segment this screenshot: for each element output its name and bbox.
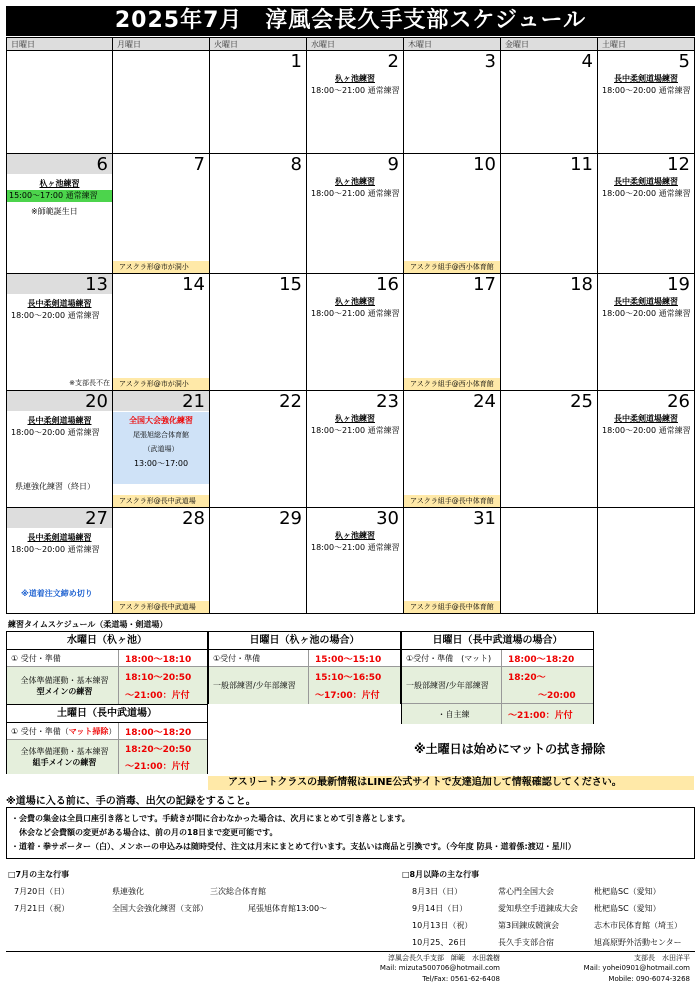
event-band: アスクラ組手@長中体育館 [404,495,500,507]
event-band: アスクラ組手@西小体育館 [404,261,500,273]
row-value: 18:00～18:20 [125,727,192,738]
event-title: 長中柔剣道場練習 [614,414,678,423]
sun-naga-schedule-table [401,631,594,724]
row-value: 15:00～15:10 [315,654,382,665]
day-cell[interactable] [210,51,307,154]
event-venue: 三次総合体育館 [210,887,266,896]
special-event-title: 全国大会強化練習 [129,416,193,425]
event-title: 杁ヶ池練習 [39,179,80,188]
weekday-tue: 火曜日 [210,38,307,51]
day-cell[interactable] [113,274,210,391]
row-value: 18:10～20:50 [125,672,192,683]
day-cell[interactable] [210,274,307,391]
day-cell[interactable] [307,154,404,274]
order-deadline-note: ※道着注文締め切り [21,589,93,598]
row-label: 一般部練習/少年部練習 [402,667,502,703]
event-time: 18:00～20:00 通常練習 [602,426,691,435]
event-time: 18:00～21:00 通常練習 [311,309,400,318]
row-label-line: 全体準備運動・基本練習 [20,747,109,756]
absent-note: ※支部長不在 [69,379,110,387]
row-label [7,667,119,704]
day-number: 12 [667,154,690,175]
event-band: アスクラ形@長中武道場 [113,601,209,613]
event-name: 長久手支部合宿 [498,938,554,947]
day-cell[interactable] [404,391,501,508]
event-time: 18:00～20:00 通常練習 [11,311,100,320]
event-venue: 尾張旭体育館13:00～ [248,904,328,913]
footer-branch-head: 支部長 水田洋平 [634,954,690,962]
day-cell[interactable] [307,508,404,614]
special-event-time: 13:00～17:00 [133,459,189,468]
sat-schedule-table [6,704,208,774]
event-date: 7月21日（祝） [14,904,70,913]
event-band: アスクラ形@市が洞小 [113,378,209,390]
wed-schedule-table [6,631,208,704]
table-row [209,650,400,667]
day-number: 2 [387,51,399,72]
day-cell[interactable] [210,391,307,508]
day-number: 3 [484,51,496,72]
event-name: 常心門全国大会 [498,887,554,896]
row-label [7,740,119,774]
day-cell[interactable] [404,154,501,274]
july-events-heading: □7月の主な行事 [8,870,70,879]
day-number: 29 [279,508,302,529]
day-number: 25 [570,391,593,412]
day-cell[interactable] [404,508,501,614]
event-band: アスクラ形@長中武道場 [113,495,209,507]
footer-branch-head-email[interactable]: Mail: yohei0901@hotmail.com [583,964,690,972]
weekday-fri: 金曜日 [501,38,598,51]
day-number: 11 [570,154,593,175]
footer-instructor-tel: Tel/Fax: 0561-62-6408 [422,975,500,983]
practice-heading: 練習タイムスケジュール（柔道場・剣道場） [8,620,168,629]
sun-kutsu-table-title: 日曜日（杁ヶ池の場合） [209,632,400,650]
special-event-venue: 尾張旭総合体育館 [133,431,189,439]
row-label-part: ） [108,726,117,736]
special-event-box [113,412,209,484]
day-number: 26 [667,391,690,412]
day-cell[interactable] [7,154,113,274]
event-time: 18:00～20:00 通常練習 [11,545,100,554]
row-label: ①受付・準備 [209,650,309,666]
weekday-sun: 日曜日 [7,38,113,51]
event-name: 全国大会強化練習（支部） [112,904,208,913]
day-number: 24 [473,391,496,412]
row-label: ① 受付・準備 [7,650,119,666]
note-line: ・道着・拳サポーター（白）、メンホーの申込みは随時受付、注文は月末にまとめて行います。支払いは商品と引換です。（今年度 防具・道着係:渡辺・星川） [11,842,576,851]
day-cell[interactable] [307,274,404,391]
day-number: 4 [581,51,593,72]
day-number: 15 [279,274,302,295]
day-cell[interactable] [113,154,210,274]
day-number: 8 [290,154,302,175]
day-cell[interactable] [7,508,113,614]
event-date: 9月14日（日） [412,904,468,913]
day-cell[interactable] [501,51,598,154]
mat-cleaning-note: ※土曜日は始めにマットの拭き掃除 [414,742,606,756]
entry-note: ※道場に入る前に、手の消毒、出欠の記録をすること。 [6,796,256,807]
day-cell[interactable] [7,274,113,391]
event-time: 18:00～21:00 通常練習 [311,189,400,198]
row-label-line: 全体準備運動・基本練習 [20,675,109,685]
day-cell-empty [598,508,695,614]
day-number: 23 [376,391,399,412]
day-number: 9 [387,154,399,175]
event-time: 15:00～17:00 通常練習 [7,190,112,202]
row-value: ～21:00：片付 [125,690,190,701]
day-number: 5 [678,51,690,72]
event-time: 18:00～21:00 通常練習 [311,86,400,95]
row-value: 18:20～ [508,672,546,683]
weekday-wed: 水曜日 [307,38,404,51]
day-number: 20 [85,391,108,412]
day-number: 28 [182,508,205,529]
row-value: ～20:00 [538,690,576,701]
day-cell[interactable] [501,274,598,391]
row-value: 18:20～20:50 [125,745,192,755]
footer-branch-head-mobile: Mobile: 090-6074-3268 [608,975,690,983]
event-venue: 枇杷島SC（愛知） [594,887,661,896]
event-time: 18:00～20:00 通常練習 [602,86,691,95]
day-number: 31 [473,508,496,529]
august-events-heading: □8月以降の主な行事 [402,870,480,879]
row-label-part: マット掃除 [68,726,109,736]
table-row [402,704,593,724]
note-line: 休会など会費額の変更がある場合は、前の月の18日まで変更可能です。 [11,828,278,837]
notes-box [6,807,695,859]
day-cell-empty [501,508,598,614]
row-value: 18:00～18:20 [508,654,575,665]
event-title: 杁ヶ池練習 [335,531,375,540]
event-title: 長中柔剣道場練習 [614,297,678,306]
table-row [402,667,593,704]
footer-divider [6,951,695,952]
event-title: 杁ヶ池練習 [335,177,375,186]
table-row [7,723,207,740]
day-cell[interactable] [307,51,404,154]
day-number: 10 [473,154,496,175]
row-value: ～21:00：片付 [125,762,190,772]
day-cell[interactable] [7,391,113,508]
day-number: 14 [182,274,205,295]
event-venue: 志木市民体育館（埼玉） [594,921,682,930]
day-cell[interactable] [598,391,695,508]
day-cell[interactable] [307,391,404,508]
day-cell[interactable] [113,391,210,508]
table-row [7,740,207,774]
day-cell[interactable] [501,154,598,274]
special-event-venue-sub: （武道場） [143,445,179,453]
wed-table-title: 水曜日（杁ヶ池） [7,632,207,650]
event-date: 7月20日（日） [14,887,70,896]
event-name: 愛知県空手道錬成大会 [498,904,578,913]
kenren-note: 県連強化練習（終日） [15,482,95,491]
day-number: 13 [85,274,108,295]
row-value: ～21:00：片付 [508,710,573,721]
day-number: 1 [290,51,302,72]
event-title: 杁ヶ池練習 [335,414,375,423]
row-label-part: ① 受付・準備（ [11,726,69,736]
footer-instructor: 淳風会長久手支部 師範 水田義樹 [388,954,500,962]
event-time: 18:00～20:00 通常練習 [602,309,691,318]
event-date: 8月3日（日） [412,887,463,896]
day-cell-empty [113,51,210,154]
day-number: 21 [182,391,205,412]
table-row [7,650,207,667]
event-title: 長中柔剣道場練習 [614,177,678,186]
row-label-line: 組手メインの練習 [32,758,97,767]
event-name: 県連強化 [112,887,144,896]
event-date: 10月25、26日 [412,938,467,947]
event-time: 18:00～21:00 通常練習 [311,543,400,552]
row-label-line: 型メインの練習 [36,686,93,696]
weekday-mon: 月曜日 [113,38,210,51]
event-venue: 枇杷島SC（愛知） [594,904,661,913]
day-number: 16 [376,274,399,295]
footer-instructor-email[interactable]: Mail: mizuta500706@hotmail.com [379,964,500,972]
day-number: 30 [376,508,399,529]
table-row [402,650,593,667]
event-time: 18:00～21:00 通常練習 [311,426,400,435]
row-label: 一般部練習/少年部練習 [209,667,309,704]
event-title: 杁ヶ池練習 [335,297,375,306]
row-value: ～17:00：片付 [315,690,380,701]
day-number: 19 [667,274,690,295]
day-cell[interactable] [598,51,695,154]
day-cell[interactable] [598,154,695,274]
birthday-note: ※師範誕生日 [31,207,78,216]
calendar-grid [6,37,695,614]
event-time: 18:00～20:00 通常練習 [602,189,691,198]
sat-table-title: 土曜日（長中武道場） [7,705,207,723]
event-venue: 旭高原野外活動センター [594,938,682,947]
day-cell[interactable] [210,508,307,614]
day-number: 6 [96,154,108,175]
line-banner: アスリートクラスの最新情報はLINE公式サイトで友達追加して情報確認してください。 [208,776,694,790]
event-date: 10月13日（祝） [412,921,473,930]
day-number: 7 [193,154,205,175]
event-title: 長中柔剣道場練習 [27,299,92,308]
table-row [209,667,400,704]
event-title: 杁ヶ池練習 [335,74,375,83]
sun-naga-table-title: 日曜日（長中武道場の場合） [402,632,593,650]
row-label: ・自主練 [402,704,502,724]
row-label [7,723,119,739]
table-row [7,667,207,704]
event-title: 長中柔剣道場練習 [614,74,678,83]
event-band: アスクラ形@市が洞小 [113,261,209,273]
weekday-sat: 土曜日 [598,38,695,51]
event-time: 18:00～20:00 通常練習 [11,428,100,437]
sun-kutsu-schedule-table [208,631,401,704]
day-number: 27 [85,508,108,529]
day-cell[interactable] [113,508,210,614]
event-title: 長中柔剣道場練習 [27,533,92,542]
note-line: ・会費の集金は全員口座引き落としです。手続きが間に合わなかった場合は、次月にまとめて引き落とします。 [11,814,410,823]
row-label: ①受付・準備 (マット) [402,650,502,666]
event-band: アスクラ組手@西小体育館 [404,378,500,390]
day-cell[interactable] [404,274,501,391]
day-number: 22 [279,391,302,412]
event-band: アスクラ組手@長中体育館 [404,601,500,613]
page-title: 2025年7月 淳風会長久手支部スケジュール [6,6,695,36]
day-cell[interactable] [501,391,598,508]
event-name: 第3回錬成競演会 [498,921,560,930]
day-cell-empty [7,51,113,154]
event-title: 長中柔剣道場練習 [27,416,92,425]
day-number: 18 [570,274,593,295]
day-cell[interactable] [598,274,695,391]
day-cell[interactable] [210,154,307,274]
row-value: 15:10～16:50 [315,672,382,683]
day-number: 17 [473,274,496,295]
row-value: 18:00～18:10 [125,654,192,665]
weekday-thu: 木曜日 [404,38,501,51]
day-cell[interactable] [404,51,501,154]
